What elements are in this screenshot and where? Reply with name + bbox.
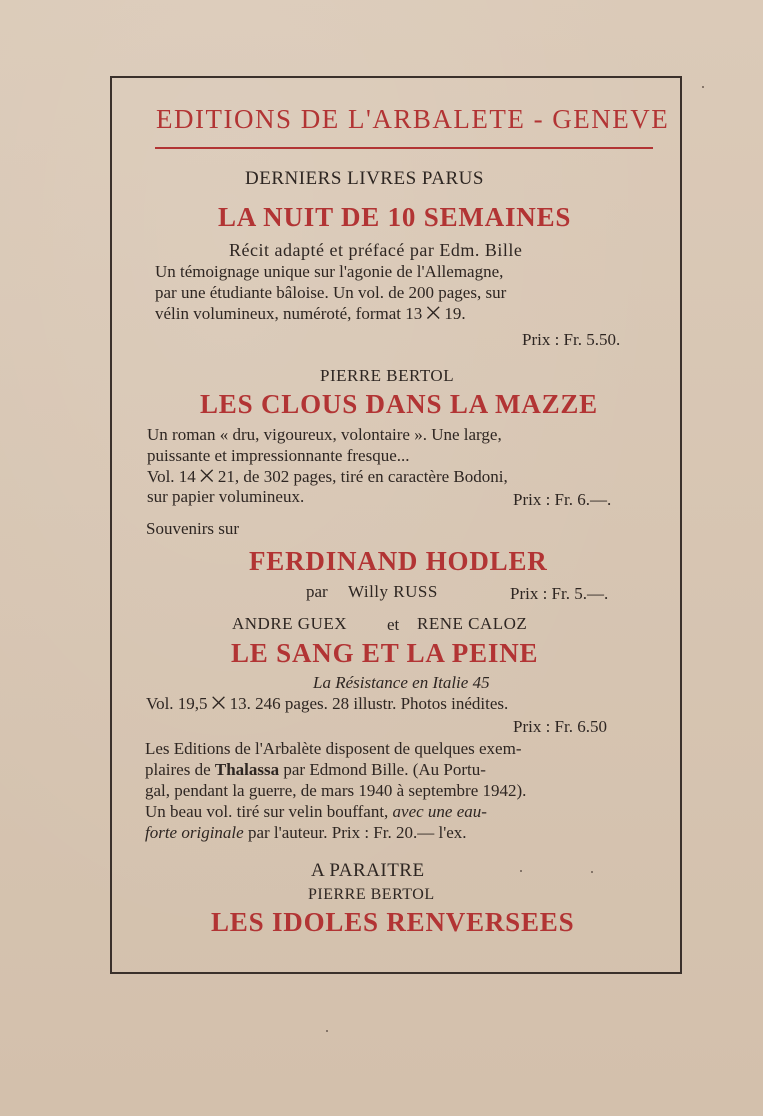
book-price-4: Prix : Fr. 6.50 — [513, 717, 607, 736]
notice-book-thalassa: Thalassa — [214, 760, 280, 779]
book-desc-2-line-1: Un roman « dru, vigoureux, volontaire ». Une large, — [147, 425, 502, 444]
book-by-name-3: Willy RUSS — [348, 582, 438, 601]
book-desc-4-line-1: Vol. 19,5 ⨉ 13. 246 pages. 28 illustr. Photos inédites. — [146, 694, 509, 713]
book-intro-3: Souvenirs sur — [146, 519, 240, 538]
notice-line-5 — [145, 823, 467, 843]
book-desc-2-line-2: puissante et impressionnante fresque... — [147, 446, 410, 465]
speck — [520, 870, 522, 872]
notice-line-2-a: plaires de — [145, 760, 215, 779]
book-title-3: FERDINAND HODLER — [249, 546, 548, 576]
notice-line-2 — [145, 760, 486, 780]
speck — [591, 871, 593, 873]
book-title-1: LA NUIT DE 10 SEMAINES — [218, 202, 572, 232]
notice-line-3: gal, pendant la guerre, de mars 1940 à septembre 1942). — [145, 781, 527, 800]
book-subtitle-4: La Résistance en Italie 45 — [313, 673, 490, 692]
book-by-label-3: par — [306, 582, 328, 601]
notice-line-2-c: par Edmond Bille. (Au Portu- — [279, 760, 486, 779]
forthcoming-author: PIERRE BERTOL — [308, 886, 435, 903]
section-heading: DERNIERS LIVRES PARUS — [245, 168, 484, 189]
book-price-3: Prix : Fr. 5.—. — [510, 584, 609, 603]
book-author-b-4: RENE CALOZ — [417, 614, 528, 633]
notice-line-4-a: Un beau vol. tiré sur velin bouffant, — [145, 802, 393, 821]
publisher-rule — [155, 147, 653, 149]
book-price-2: Prix : Fr. 6.—. — [513, 490, 612, 509]
forthcoming-label: A PARAITRE — [311, 860, 425, 881]
book-title-4: LE SANG ET LA PEINE — [231, 638, 539, 668]
book-title-2: LES CLOUS DANS LA MAZZE — [200, 389, 598, 419]
book-desc-1-line-3: vélin volumineux, numéroté, format 13 ⨉ 19. — [155, 304, 466, 323]
book-author-a-4: ANDRE GUEX — [232, 614, 348, 633]
book-desc-2-line-4: sur papier volumineux. — [147, 487, 305, 506]
speck — [326, 1030, 328, 1032]
book-desc-2-line-3: Vol. 14 ⨉ 21, de 302 pages, tiré en caractère Bodoni, — [147, 467, 508, 486]
speck — [702, 86, 704, 88]
book-conj-4: et — [387, 615, 400, 634]
notice-line-1: Les Editions de l'Arbalète disposent de quelques exem- — [145, 739, 522, 758]
book-desc-1-line-2: par une étudiante bâloise. Un vol. de 200 pages, sur — [155, 283, 507, 302]
forthcoming-title: LES IDOLES RENVERSEES — [211, 907, 575, 937]
publisher-heading: EDITIONS DE L'ARBALETE - GENEVE — [156, 104, 670, 134]
notice-line-5-b: par l'auteur. Prix : Fr. 20.— l'ex. — [243, 823, 467, 842]
book-subtitle-1: Récit adapté et préfacé par Edm. Bille — [229, 240, 523, 260]
book-desc-1-line-1: Un témoignage unique sur l'agonie de l'Allemagne, — [155, 262, 504, 281]
notice-line-5-a: forte originale — [145, 823, 244, 842]
book-author-2: PIERRE BERTOL — [320, 366, 455, 385]
book-price-1: Prix : Fr. 5.50. — [522, 330, 621, 349]
notice-line-4 — [145, 802, 487, 822]
notice-line-4-b: avec une eau- — [392, 802, 487, 821]
